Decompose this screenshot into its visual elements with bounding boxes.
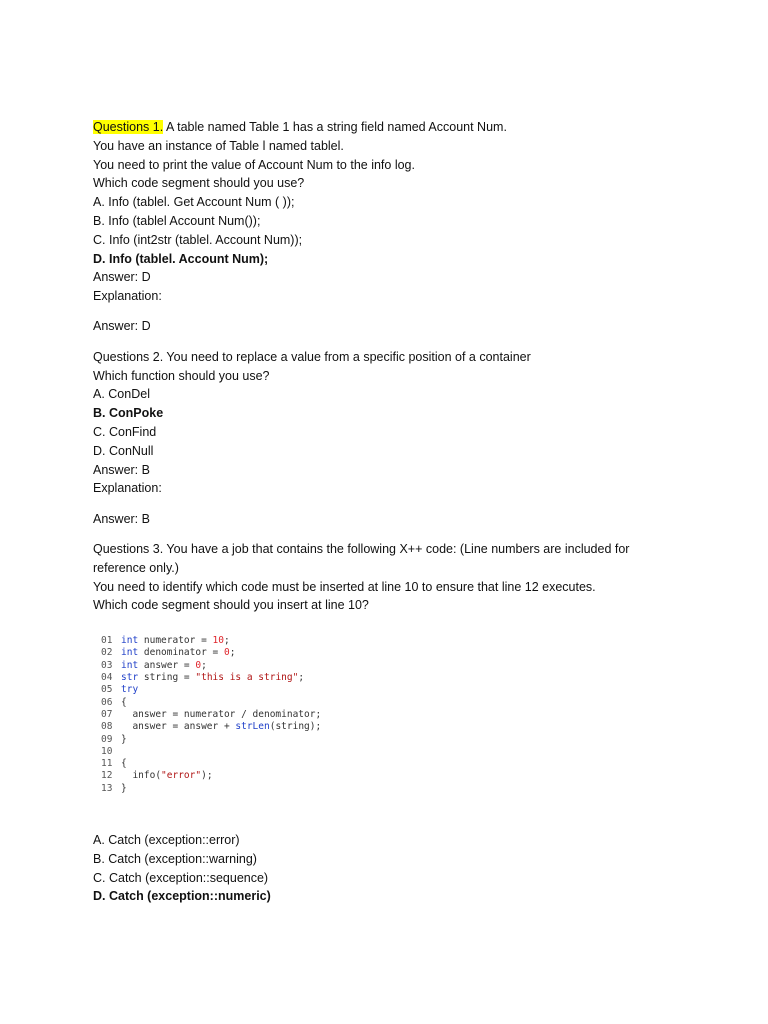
code-line (101, 660, 341, 672)
question-1-text: A table named Table 1 has a string field named Account Num. (163, 120, 507, 134)
code-snippet (101, 633, 341, 797)
code-token: ; (201, 659, 207, 671)
question-2-option-d: D. ConNull (93, 443, 154, 458)
code-token: 0 (195, 659, 202, 671)
question-3-line-2: You need to identify which code must be inserted at line 10 to ensure that line 12 executes. (93, 579, 596, 594)
code-token: } (121, 782, 127, 794)
code-line-number: 08 (101, 721, 113, 733)
code-token: string = (138, 672, 196, 684)
code-token: { (121, 696, 127, 708)
question-1-line: You need to print the value of Account Num to the info log. (93, 157, 415, 172)
code-token: 10 (212, 635, 224, 647)
question-3-option-c: C. Catch (exception::sequence) (93, 870, 269, 885)
code-token: denominator = (138, 647, 224, 659)
code-token: str (121, 672, 139, 684)
code-line-number: 06 (101, 696, 113, 708)
code-token: (string); (269, 721, 322, 733)
code-token: ; (223, 635, 230, 647)
question-1-option-b: B. Info (tablel Account Num()); (93, 213, 261, 228)
code-line (101, 697, 341, 709)
question-1-prompt: Which code segment should you use? (93, 176, 305, 191)
code-token: answer = (138, 659, 196, 671)
code-token: strLen (235, 721, 270, 733)
question-1-title (93, 118, 683, 137)
question-2-option-c: C. ConFind (93, 424, 157, 439)
code-token: 0 (223, 647, 230, 659)
code-line-number: 13 (101, 782, 113, 794)
code-line (101, 783, 341, 795)
code-line (101, 734, 341, 746)
question-3-prompt: Which code segment should you insert at line 10? (93, 598, 369, 613)
code-token: numerator = (138, 635, 213, 647)
code-token: "error" (161, 770, 202, 782)
code-line-number: 11 (101, 758, 113, 770)
code-token: ; (298, 672, 305, 684)
document-content (93, 118, 683, 906)
code-token: info( (121, 770, 162, 782)
question-1-option-a: A. Info (tablel. Get Account Num ( )); (93, 195, 295, 210)
code-line (101, 758, 341, 770)
question-2-option-b-correct: B. ConPoke (93, 406, 164, 421)
code-token: int (121, 659, 139, 671)
question-3-title: Questions 3. You have a job that contains the following X++ code: (Line numbers are included for reference only.) (93, 541, 630, 575)
question-1-option-d-correct: D. Info (tablel. Account Num); (93, 251, 269, 266)
code-line (101, 684, 341, 696)
code-token: answer = numerator / denominator; (121, 708, 322, 720)
question-2-answer: Answer: B (93, 462, 150, 477)
question-3-option-a: A. Catch (exception::error) (93, 832, 240, 847)
question-1-answer: Answer: D (93, 270, 151, 285)
question-1-line: You have an instance of Table l named tablel. (93, 138, 344, 153)
code-line (101, 635, 341, 647)
question-2-answer-repeat: Answer: B (93, 511, 150, 526)
code-token: int (121, 647, 139, 659)
code-token: answer = answer + (121, 721, 236, 733)
code-line-number: 02 (101, 647, 113, 659)
code-line-number: 10 (101, 745, 113, 757)
question-3-option-d-correct: D. Catch (exception::numeric) (93, 889, 271, 904)
code-line-number: 05 (101, 684, 113, 696)
code-line (101, 647, 341, 659)
code-line (101, 746, 341, 758)
question-1-label: Questions 1. (93, 120, 164, 134)
question-2-option-a: A. ConDel (93, 387, 150, 402)
code-line-number: 03 (101, 659, 113, 671)
code-line-number: 01 (101, 635, 113, 647)
code-line-number: 04 (101, 672, 113, 684)
code-line (101, 672, 341, 684)
code-line (101, 770, 341, 782)
code-line-number: 07 (101, 708, 113, 720)
code-line (101, 709, 341, 721)
question-1-explanation: Explanation: (93, 289, 162, 304)
code-token: "this is a string" (195, 672, 299, 684)
code-token: } (121, 733, 127, 745)
question-2-title: Questions 2. You need to replace a value from a specific position of a container (93, 349, 531, 364)
code-token: ); (201, 770, 213, 782)
code-line-number: 12 (101, 770, 113, 782)
code-token: { (121, 758, 127, 770)
question-2-explanation: Explanation: (93, 481, 162, 496)
code-token: ; (229, 647, 236, 659)
code-line-number: 09 (101, 733, 113, 745)
question-1-option-c: C. Info (int2str (tablel. Account Num)); (93, 232, 303, 247)
code-line (101, 721, 341, 733)
code-token: try (121, 684, 139, 696)
question-1-answer-repeat: Answer: D (93, 319, 151, 334)
code-token: int (121, 635, 139, 647)
question-2-prompt: Which function should you use? (93, 368, 270, 383)
question-3-option-b: B. Catch (exception::warning) (93, 851, 257, 866)
